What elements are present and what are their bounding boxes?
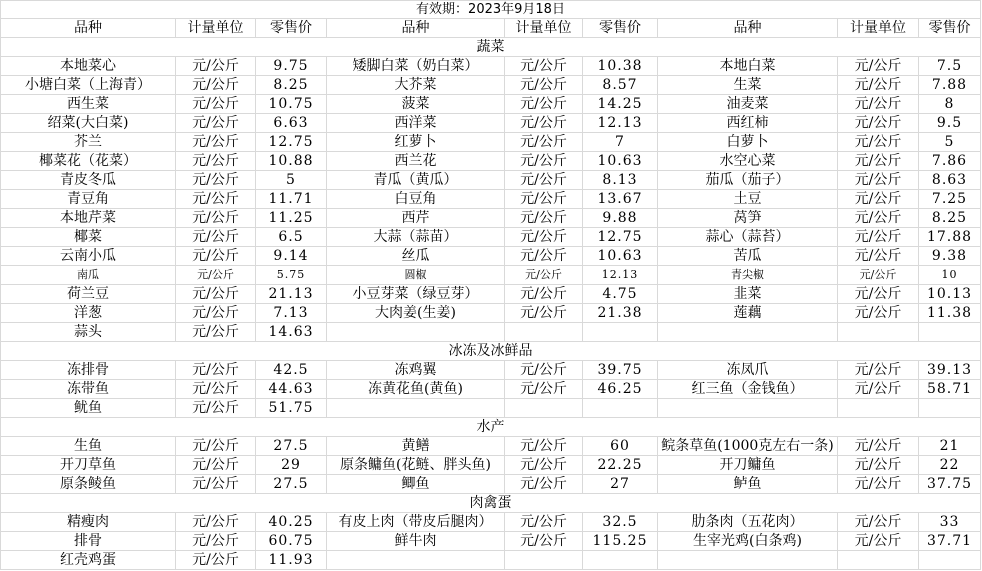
cell-price[interactable]: 14.25	[583, 95, 658, 114]
header-cell-variety[interactable]: 品种	[1, 19, 176, 38]
cell-price[interactable]: 33	[919, 513, 981, 532]
cell-price[interactable]: 13.67	[583, 190, 658, 209]
cell-variety[interactable]: 红萝卜	[327, 133, 505, 152]
cell-unit[interactable]: 元/公斤	[505, 228, 583, 247]
cell-variety[interactable]: 本地芹菜	[1, 209, 176, 228]
table-row	[1, 57, 981, 76]
cell-price[interactable]: 6.63	[256, 114, 327, 133]
cell-price[interactable]: 4.75	[583, 285, 658, 304]
section-header-row	[1, 342, 981, 361]
cell-variety[interactable]: 菠菜	[327, 95, 505, 114]
cell-unit[interactable]: 元/公斤	[176, 57, 256, 76]
table-row	[1, 513, 981, 532]
header-cell-variety[interactable]: 品种	[327, 19, 505, 38]
cell-unit[interactable]: 元/公斤	[505, 209, 583, 228]
section-header-row	[1, 418, 981, 437]
cell-unit[interactable]: 元/公斤	[176, 513, 256, 532]
cell-unit[interactable]: 元/公斤	[505, 171, 583, 190]
cell-unit[interactable]: 元/公斤	[505, 361, 583, 380]
cell-price[interactable]: 39.13	[919, 361, 981, 380]
cell-price[interactable]: 17.88	[919, 228, 981, 247]
cell-variety[interactable]: 冻鸡翼	[327, 361, 505, 380]
cell-variety[interactable]: 莲藕	[658, 304, 838, 323]
cell-price[interactable]: 21	[919, 437, 981, 456]
table-row	[1, 285, 981, 304]
cell-variety[interactable]: 本地白菜	[658, 57, 838, 76]
cell-price[interactable]: 12.75	[256, 133, 327, 152]
cell-unit[interactable]	[838, 399, 919, 418]
cell-unit[interactable]: 元/公斤	[838, 475, 919, 494]
cell-unit[interactable]: 元/公斤	[176, 247, 256, 266]
cell-unit[interactable]: 元/公斤	[505, 304, 583, 323]
cell-variety[interactable]: 白萝卜	[658, 133, 838, 152]
cell-unit[interactable]: 元/公斤	[176, 532, 256, 551]
cell-price[interactable]: 12.13	[583, 266, 658, 285]
cell-price[interactable]: 51.75	[256, 399, 327, 418]
section-title[interactable]: 冰冻及冰鲜品	[1, 342, 981, 361]
cell-variety[interactable]: 椰菜	[1, 228, 176, 247]
cell-unit[interactable]: 元/公斤	[176, 114, 256, 133]
cell-price[interactable]: 29	[256, 456, 327, 475]
cell-unit[interactable]: 元/公斤	[838, 133, 919, 152]
cell-variety[interactable]	[327, 399, 505, 418]
cell-price[interactable]: 7.86	[919, 152, 981, 171]
table-row	[1, 456, 981, 475]
validity-date-title[interactable]: 有效期：2023年9月18日	[1, 1, 981, 19]
cell-price[interactable]: 37.75	[919, 475, 981, 494]
cell-unit[interactable]: 元/公斤	[505, 456, 583, 475]
cell-variety[interactable]	[658, 323, 838, 342]
cell-variety[interactable]: 生鱼	[1, 437, 176, 456]
table-row	[1, 152, 981, 171]
header-cell-unit[interactable]: 计量单位	[838, 19, 919, 38]
cell-price[interactable]	[919, 551, 981, 570]
table-row	[1, 190, 981, 209]
cell-price[interactable]: 5	[256, 171, 327, 190]
cell-unit[interactable]: 元/公斤	[505, 95, 583, 114]
cell-price[interactable]: 11.25	[256, 209, 327, 228]
cell-price[interactable]: 115.25	[583, 532, 658, 551]
cell-unit[interactable]: 元/公斤	[838, 361, 919, 380]
cell-variety[interactable]: 西兰花	[327, 152, 505, 171]
table-row	[1, 95, 981, 114]
cell-price[interactable]: 7.13	[256, 304, 327, 323]
cell-price[interactable]: 14.63	[256, 323, 327, 342]
table-row	[1, 171, 981, 190]
cell-unit[interactable]: 元/公斤	[505, 437, 583, 456]
cell-price[interactable]: 10.13	[919, 285, 981, 304]
cell-price[interactable]: 11.93	[256, 551, 327, 570]
cell-variety[interactable]: 莴笋	[658, 209, 838, 228]
cell-unit[interactable]	[838, 323, 919, 342]
cell-price[interactable]: 12.75	[583, 228, 658, 247]
table-row	[1, 532, 981, 551]
cell-variety[interactable]: 绍菜(大白菜)	[1, 114, 176, 133]
cell-variety[interactable]: 鲩条草鱼(1000克左右一条)	[658, 437, 838, 456]
cell-unit[interactable]: 元/公斤	[505, 152, 583, 171]
cell-variety[interactable]	[658, 551, 838, 570]
cell-variety[interactable]: 本地菜心	[1, 57, 176, 76]
cell-variety[interactable]	[327, 323, 505, 342]
cell-price[interactable]: 10.63	[583, 247, 658, 266]
cell-unit[interactable]: 元/公斤	[505, 133, 583, 152]
cell-price[interactable]: 10.75	[256, 95, 327, 114]
cell-price[interactable]	[583, 323, 658, 342]
cell-unit[interactable]: 元/公斤	[838, 247, 919, 266]
cell-unit[interactable]: 元/公斤	[838, 171, 919, 190]
cell-variety[interactable]: 肋条肉（五花肉）	[658, 513, 838, 532]
cell-variety[interactable]: 原条鳙鱼(花鲢、胖头鱼)	[327, 456, 505, 475]
cell-price[interactable]: 58.71	[919, 380, 981, 399]
cell-variety[interactable]: 青皮冬瓜	[1, 171, 176, 190]
header-cell-price[interactable]: 零售价	[256, 19, 327, 38]
cell-variety[interactable]: 西红柿	[658, 114, 838, 133]
cell-price[interactable]	[919, 399, 981, 418]
cell-price[interactable]: 40.25	[256, 513, 327, 532]
cell-price[interactable]: 11.71	[256, 190, 327, 209]
section-header-row	[1, 494, 981, 513]
cell-unit[interactable]: 元/公斤	[505, 380, 583, 399]
table-row	[1, 114, 981, 133]
cell-unit[interactable]: 元/公斤	[505, 57, 583, 76]
cell-unit[interactable]: 元/公斤	[176, 190, 256, 209]
cell-variety[interactable]: 苦瓜	[658, 247, 838, 266]
cell-unit[interactable]: 元/公斤	[176, 76, 256, 95]
cell-price[interactable]	[583, 399, 658, 418]
cell-price[interactable]: 7	[583, 133, 658, 152]
cell-unit[interactable]: 元/公斤	[176, 304, 256, 323]
cell-unit[interactable]: 元/公斤	[505, 114, 583, 133]
cell-price[interactable]: 11.38	[919, 304, 981, 323]
cell-unit[interactable]: 元/公斤	[505, 513, 583, 532]
cell-price[interactable]: 8.25	[256, 76, 327, 95]
cell-price[interactable]: 32.5	[583, 513, 658, 532]
cell-unit[interactable]: 元/公斤	[838, 304, 919, 323]
cell-price[interactable]: 22	[919, 456, 981, 475]
cell-variety[interactable]: 茄瓜（茄子）	[658, 171, 838, 190]
cell-price[interactable]: 10	[919, 266, 981, 285]
cell-variety[interactable]: 西洋菜	[327, 114, 505, 133]
cell-variety[interactable]: 鲜牛肉	[327, 532, 505, 551]
cell-variety[interactable]: 青豆角	[1, 190, 176, 209]
header-cell-price[interactable]: 零售价	[919, 19, 981, 38]
cell-variety[interactable]: 生宰光鸡(白条鸡)	[658, 532, 838, 551]
cell-variety[interactable]	[658, 399, 838, 418]
cell-unit[interactable]: 元/公斤	[505, 532, 583, 551]
cell-price[interactable]: 5	[919, 133, 981, 152]
cell-variety[interactable]: 大肉姜(生姜)	[327, 304, 505, 323]
cell-price[interactable]: 9.5	[919, 114, 981, 133]
cell-price[interactable]: 7.5	[919, 57, 981, 76]
cell-variety[interactable]: 冻带鱼	[1, 380, 176, 399]
cell-unit[interactable]: 元/公斤	[838, 228, 919, 247]
cell-price[interactable]: 27	[583, 475, 658, 494]
table-row	[1, 551, 981, 570]
cell-variety[interactable]: 土豆	[658, 190, 838, 209]
cell-variety[interactable]: 圆椒	[327, 266, 505, 285]
cell-variety[interactable]: 小豆芽菜（绿豆芽）	[327, 285, 505, 304]
cell-variety[interactable]: 青瓜（黄瓜）	[327, 171, 505, 190]
cell-variety[interactable]: 白豆角	[327, 190, 505, 209]
cell-variety[interactable]: 鱿鱼	[1, 399, 176, 418]
cell-price[interactable]: 10.38	[583, 57, 658, 76]
cell-unit[interactable]: 元/公斤	[176, 133, 256, 152]
cell-unit[interactable]: 元/公斤	[838, 285, 919, 304]
table-row	[1, 228, 981, 247]
cell-unit[interactable]: 元/公斤	[505, 247, 583, 266]
table-row	[1, 399, 981, 418]
cell-variety[interactable]: 排骨	[1, 532, 176, 551]
table-row	[1, 209, 981, 228]
cell-unit[interactable]: 元/公斤	[176, 285, 256, 304]
cell-unit[interactable]: 元/公斤	[176, 361, 256, 380]
cell-unit[interactable]: 元/公斤	[176, 456, 256, 475]
cell-variety[interactable]: 椰菜花（花菜）	[1, 152, 176, 171]
cell-price[interactable]: 8.57	[583, 76, 658, 95]
cell-variety[interactable]: 丝瓜	[327, 247, 505, 266]
cell-price[interactable]: 6.5	[256, 228, 327, 247]
header-cell-variety[interactable]: 品种	[658, 19, 838, 38]
cell-variety[interactable]: 有皮上肉（带皮后腿肉）	[327, 513, 505, 532]
cell-variety[interactable]: 鲫鱼	[327, 475, 505, 494]
cell-price[interactable]: 37.71	[919, 532, 981, 551]
table-row	[1, 247, 981, 266]
cell-price[interactable]: 7.25	[919, 190, 981, 209]
cell-unit[interactable]: 元/公斤	[176, 437, 256, 456]
cell-price[interactable]: 21.38	[583, 304, 658, 323]
cell-unit[interactable]: 元/公斤	[505, 190, 583, 209]
cell-variety[interactable]: 韭菜	[658, 285, 838, 304]
cell-price[interactable]: 7.88	[919, 76, 981, 95]
cell-price[interactable]: 21.13	[256, 285, 327, 304]
cell-price[interactable]: 60	[583, 437, 658, 456]
cell-unit[interactable]: 元/公斤	[505, 76, 583, 95]
cell-unit[interactable]: 元/公斤	[176, 399, 256, 418]
table-row	[1, 437, 981, 456]
cell-unit[interactable]: 元/公斤	[176, 152, 256, 171]
cell-variety[interactable]: 小塘白菜（上海青）	[1, 76, 176, 95]
cell-unit[interactable]: 元/公斤	[838, 437, 919, 456]
cell-variety[interactable]: 南瓜	[1, 266, 176, 285]
table-row	[1, 361, 981, 380]
cell-price[interactable]: 10.63	[583, 152, 658, 171]
cell-unit[interactable]: 元/公斤	[505, 285, 583, 304]
cell-unit[interactable]: 元/公斤	[838, 114, 919, 133]
cell-variety[interactable]: 鲈鱼	[658, 475, 838, 494]
cell-unit[interactable]: 元/公斤	[176, 209, 256, 228]
cell-unit[interactable]: 元/公斤	[176, 171, 256, 190]
cell-unit[interactable]: 元/公斤	[838, 513, 919, 532]
cell-price[interactable]: 8.63	[919, 171, 981, 190]
cell-variety[interactable]: 青尖椒	[658, 266, 838, 285]
cell-price[interactable]: 9.75	[256, 57, 327, 76]
cell-unit[interactable]: 元/公斤	[176, 95, 256, 114]
cell-variety[interactable]: 西芹	[327, 209, 505, 228]
cell-unit[interactable]: 元/公斤	[838, 57, 919, 76]
cell-price[interactable]	[919, 323, 981, 342]
cell-variety[interactable]: 芥兰	[1, 133, 176, 152]
cell-price[interactable]: 42.5	[256, 361, 327, 380]
cell-price[interactable]: 27.5	[256, 475, 327, 494]
section-header-row	[1, 38, 981, 57]
section-title[interactable]: 水产	[1, 418, 981, 437]
table-row	[1, 133, 981, 152]
cell-price[interactable]: 27.5	[256, 437, 327, 456]
cell-price[interactable]: 44.63	[256, 380, 327, 399]
cell-variety[interactable]: 蒜头	[1, 323, 176, 342]
cell-variety[interactable]: 原条鲮鱼	[1, 475, 176, 494]
title-row	[1, 1, 981, 19]
cell-variety[interactable]: 蒜心（蒜苔）	[658, 228, 838, 247]
cell-unit[interactable]	[505, 323, 583, 342]
cell-unit[interactable]: 元/公斤	[176, 228, 256, 247]
cell-unit[interactable]: 元/公斤	[838, 190, 919, 209]
cell-price[interactable]: 8.25	[919, 209, 981, 228]
cell-variety[interactable]: 生菜	[658, 76, 838, 95]
cell-unit[interactable]: 元/公斤	[838, 209, 919, 228]
table-row	[1, 380, 981, 399]
section-title[interactable]: 肉禽蛋	[1, 494, 981, 513]
cell-unit[interactable]: 元/公斤	[838, 266, 919, 285]
header-cell-unit[interactable]: 计量单位	[505, 19, 583, 38]
cell-unit[interactable]: 元/公斤	[176, 475, 256, 494]
cell-unit[interactable]: 元/公斤	[505, 475, 583, 494]
cell-price[interactable]: 10.88	[256, 152, 327, 171]
cell-variety[interactable]: 油麦菜	[658, 95, 838, 114]
cell-variety[interactable]: 水空心菜	[658, 152, 838, 171]
cell-unit[interactable]: 元/公斤	[176, 551, 256, 570]
cell-unit[interactable]: 元/公斤	[838, 456, 919, 475]
cell-variety[interactable]: 红壳鸡蛋	[1, 551, 176, 570]
cell-price[interactable]: 9.14	[256, 247, 327, 266]
cell-price[interactable]: 8.13	[583, 171, 658, 190]
cell-price[interactable]: 12.13	[583, 114, 658, 133]
cell-variety[interactable]: 大芥菜	[327, 76, 505, 95]
cell-unit[interactable]: 元/公斤	[176, 380, 256, 399]
cell-unit[interactable]: 元/公斤	[505, 266, 583, 285]
cell-variety[interactable]: 红三鱼（金钱鱼）	[658, 380, 838, 399]
cell-unit[interactable]: 元/公斤	[838, 532, 919, 551]
cell-variety[interactable]: 冻排骨	[1, 361, 176, 380]
cell-variety[interactable]: 冻黄花鱼(黄鱼)	[327, 380, 505, 399]
section-title[interactable]: 蔬菜	[1, 38, 981, 57]
cell-price[interactable]: 60.75	[256, 532, 327, 551]
cell-unit[interactable]	[838, 551, 919, 570]
cell-variety[interactable]: 开刀草鱼	[1, 456, 176, 475]
cell-unit[interactable]: 元/公斤	[838, 380, 919, 399]
cell-unit[interactable]: 元/公斤	[838, 76, 919, 95]
cell-price[interactable]: 8	[919, 95, 981, 114]
table-row	[1, 76, 981, 95]
cell-unit[interactable]: 元/公斤	[838, 152, 919, 171]
cell-unit[interactable]	[505, 399, 583, 418]
cell-variety[interactable]: 矮脚白菜（奶白菜）	[327, 57, 505, 76]
cell-unit[interactable]: 元/公斤	[176, 323, 256, 342]
cell-unit[interactable]: 元/公斤	[838, 95, 919, 114]
cell-variety[interactable]: 大蒜（蒜苗）	[327, 228, 505, 247]
cell-price[interactable]: 22.25	[583, 456, 658, 475]
header-cell-price[interactable]: 零售价	[583, 19, 658, 38]
cell-price[interactable]: 5.75	[256, 266, 327, 285]
table-row	[1, 266, 981, 285]
cell-price[interactable]: 9.38	[919, 247, 981, 266]
cell-variety[interactable]: 云南小瓜	[1, 247, 176, 266]
cell-variety[interactable]: 西生菜	[1, 95, 176, 114]
cell-price[interactable]: 46.25	[583, 380, 658, 399]
cell-unit[interactable]	[505, 551, 583, 570]
header-row	[1, 19, 981, 38]
cell-variety[interactable]: 冻凤爪	[658, 361, 838, 380]
cell-variety[interactable]: 洋葱	[1, 304, 176, 323]
cell-variety[interactable]: 黄鳝	[327, 437, 505, 456]
cell-unit[interactable]: 元/公斤	[176, 266, 256, 285]
table-row	[1, 304, 981, 323]
table-row	[1, 475, 981, 494]
header-cell-unit[interactable]: 计量单位	[176, 19, 256, 38]
cell-variety[interactable]: 精瘦肉	[1, 513, 176, 532]
cell-variety[interactable]: 荷兰豆	[1, 285, 176, 304]
cell-price[interactable]: 39.75	[583, 361, 658, 380]
cell-variety[interactable]	[327, 551, 505, 570]
cell-variety[interactable]: 开刀鳙鱼	[658, 456, 838, 475]
cell-price[interactable]: 9.88	[583, 209, 658, 228]
cell-price[interactable]	[583, 551, 658, 570]
table-row	[1, 323, 981, 342]
